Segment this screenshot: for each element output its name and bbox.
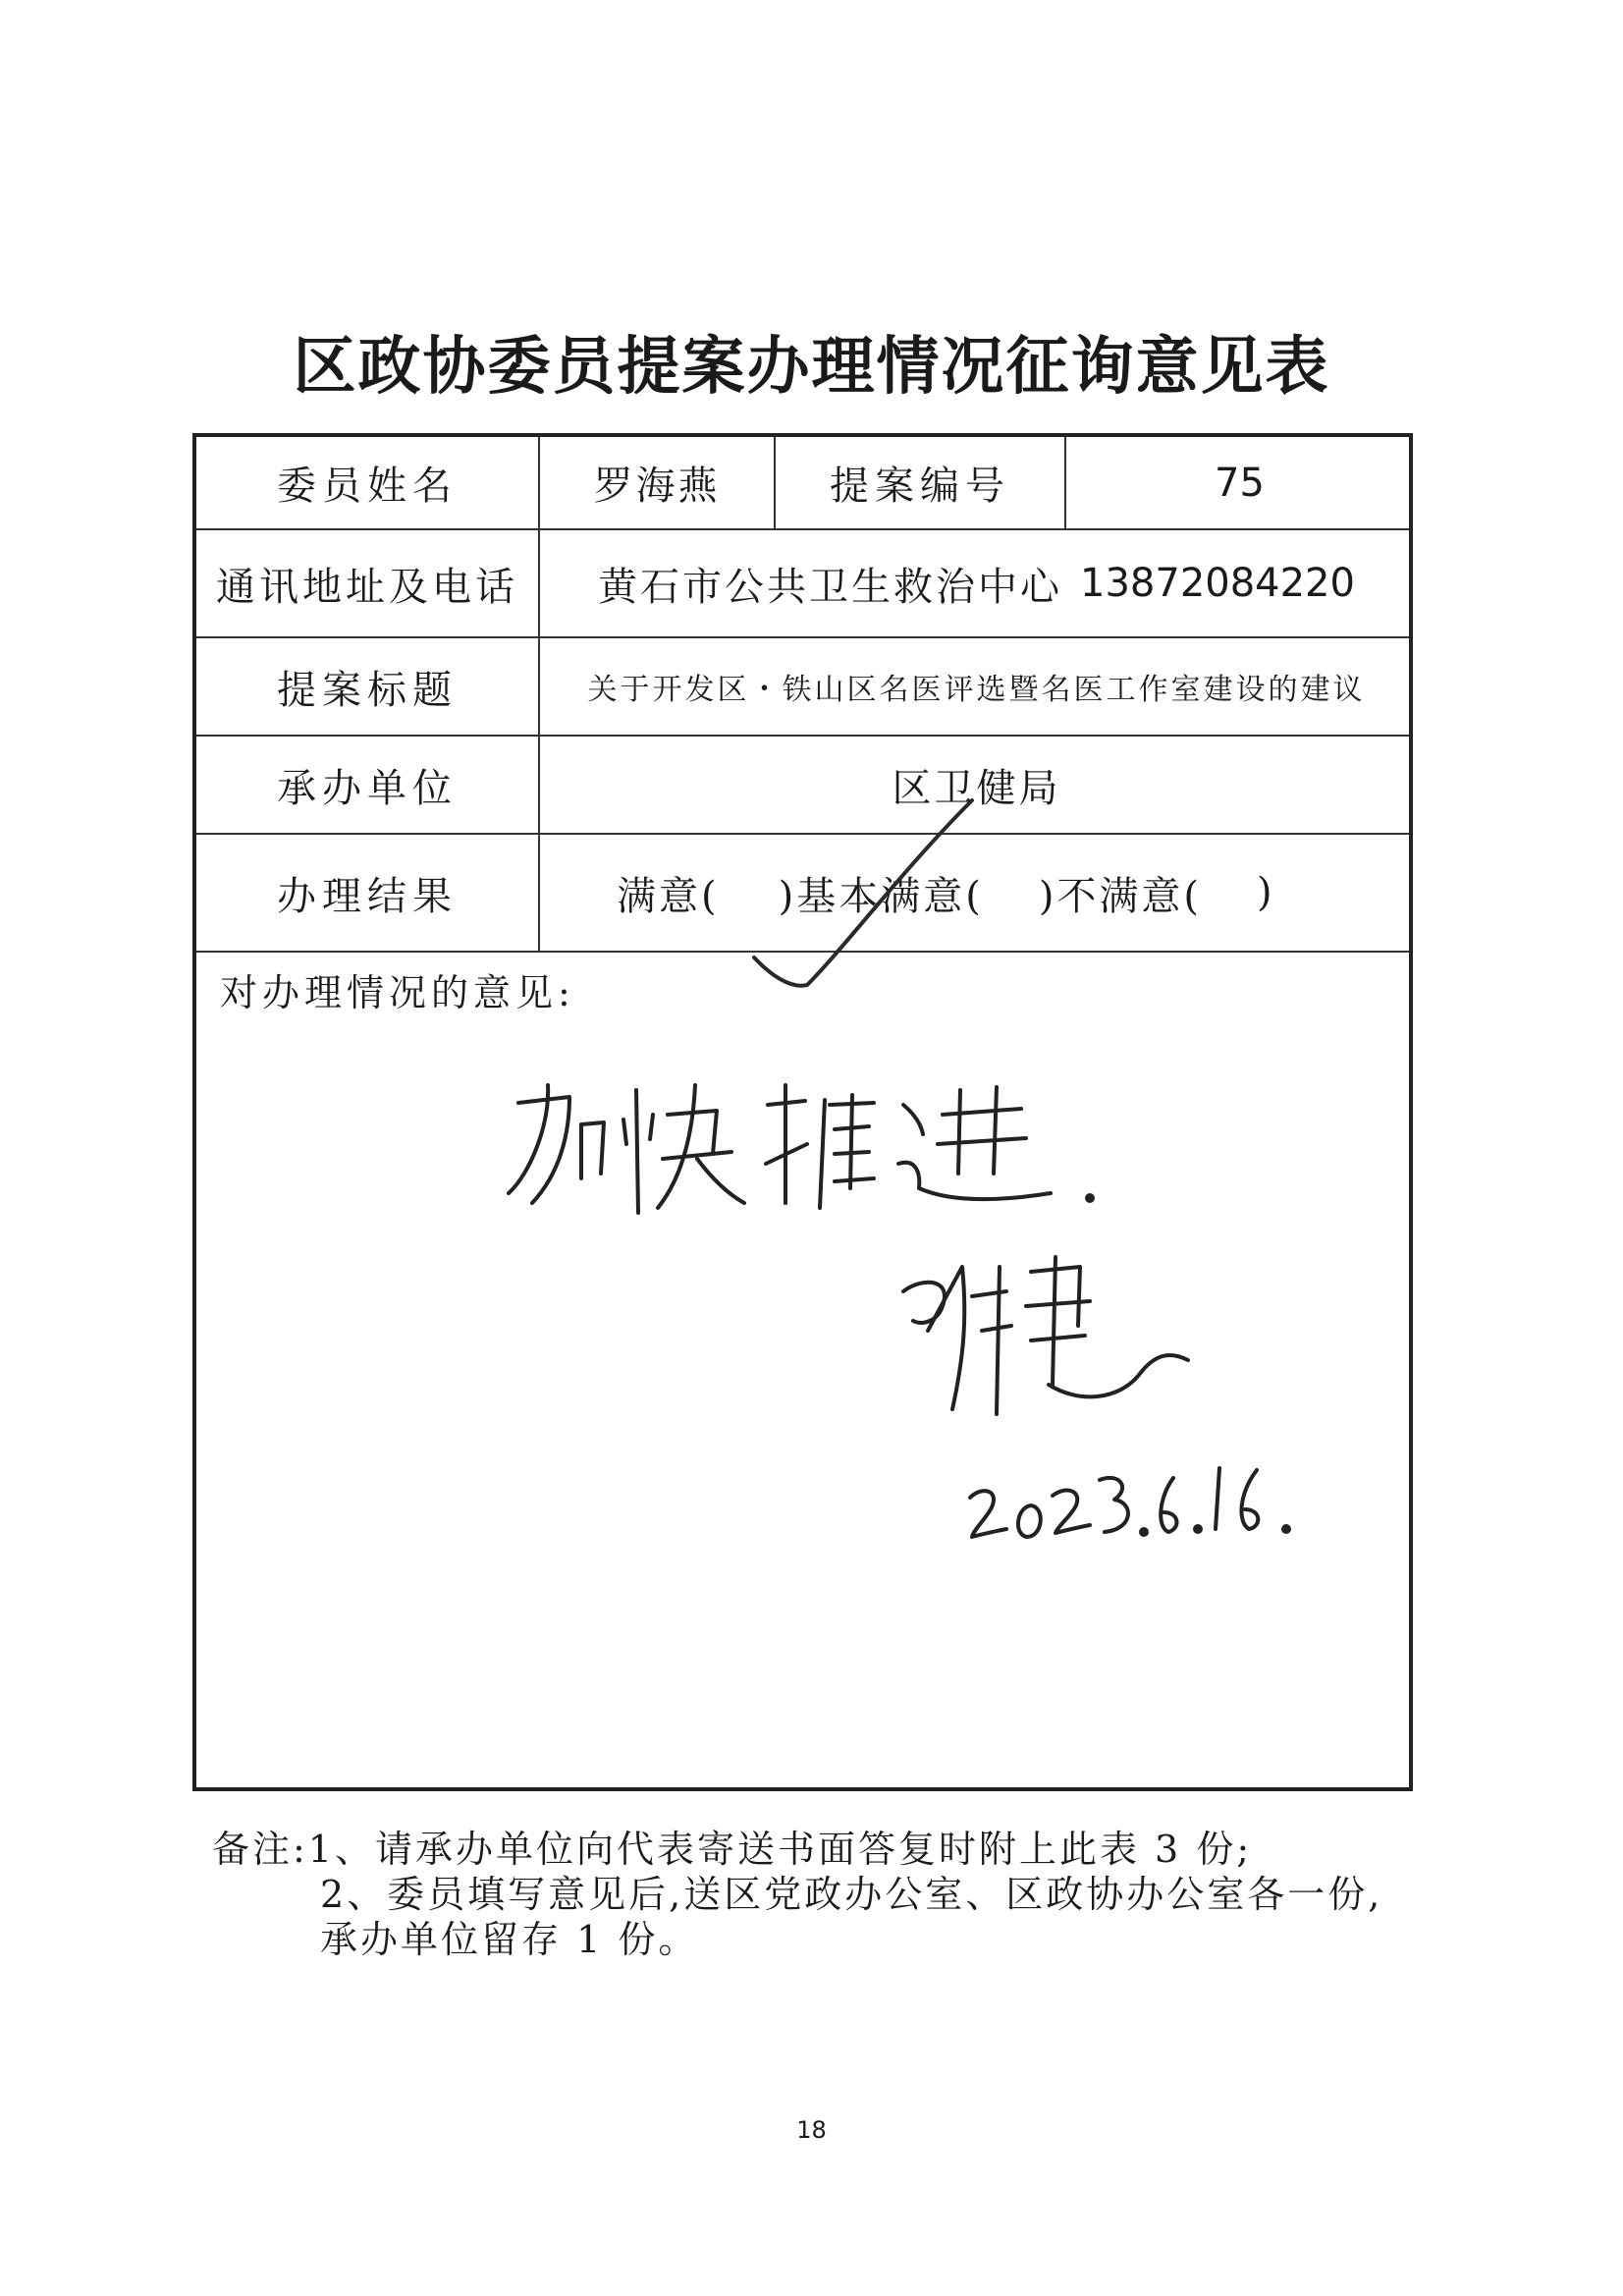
handling-unit-label: 承办单位 (196, 737, 540, 833)
phone-value: 13872084220 (1080, 561, 1355, 606)
page-number: 18 (796, 2116, 827, 2144)
notes (212, 1827, 1382, 1962)
result-close: ) (1257, 870, 1275, 915)
address-label: 通讯地址及电话 (196, 530, 540, 636)
signature-icon (884, 1237, 1208, 1434)
handwritten-opinion-icon (491, 1046, 1178, 1223)
result-basic: )基本满意( (778, 873, 984, 919)
handwritten-date-icon (962, 1458, 1296, 1576)
name-label: 委员姓名 (196, 437, 540, 528)
checkmark-icon (736, 761, 1031, 1016)
result-satisfied: 满意( (617, 873, 720, 919)
address-value: 黄石市公共卫生救治中心 (598, 564, 1063, 610)
name-value: 罗海燕 (540, 437, 776, 528)
result-not: )不满意( (1038, 873, 1203, 919)
proposal-no-label: 提案编号 (776, 437, 1066, 528)
note-line-3: 承办单位留存 1 份。 (320, 1918, 699, 1961)
proposal-no-value: 75 (1215, 460, 1265, 506)
form-title: 区政协委员提案办理情况征询意见表 (293, 330, 1330, 404)
handling-unit-value: 区卫健局 (892, 765, 1061, 811)
note-line-1: 备注:1、请承办单位向代表寄送书面答复时附上此表 3 份; (212, 1828, 1253, 1871)
row-proposal-title (196, 638, 1409, 737)
opinion-label: 对办理情况的意见: (220, 971, 575, 1014)
proposal-title-value: 关于开发区・铁山区名医评选暨名医工作室建设的建议 (587, 673, 1366, 707)
row-member-name (196, 437, 1409, 530)
result-label: 办理结果 (196, 835, 540, 951)
note-line-2: 2、委员填写意见后,送区党政办公室、区政协办公室各一份, (320, 1873, 1383, 1916)
address-cell (540, 530, 1413, 636)
row-address (196, 530, 1409, 638)
proposal-form-table (192, 433, 1413, 1791)
proposal-title-label: 提案标题 (196, 638, 540, 735)
